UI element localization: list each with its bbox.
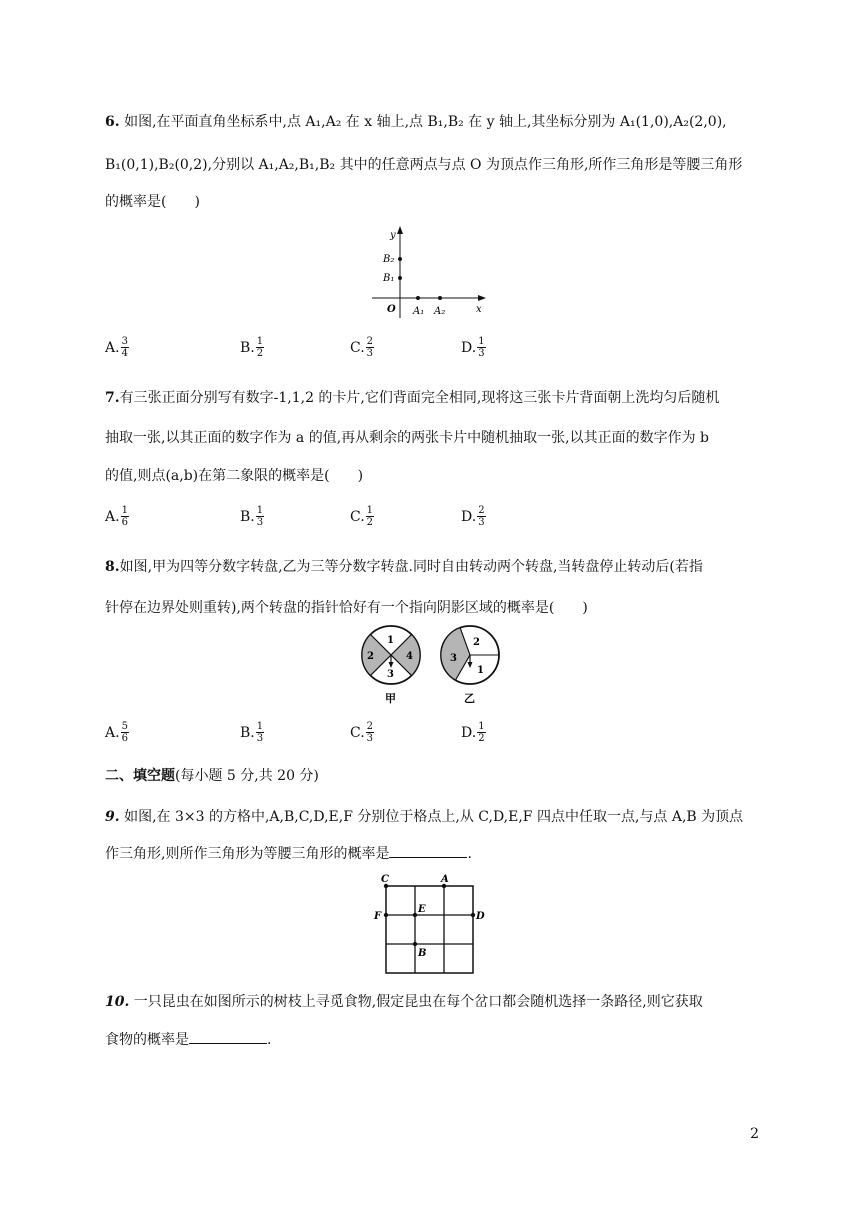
svg-text:3: 3 bbox=[450, 653, 457, 664]
q6-a1-label: A₁ bbox=[413, 306, 425, 317]
q6-b2-label: B₂ bbox=[383, 254, 395, 265]
q7-number: 7. bbox=[105, 390, 120, 406]
q9-point-d: D bbox=[476, 911, 485, 922]
q9-text-2: 作三角形,则所作三角形为等腰三角形的概率是 bbox=[105, 846, 390, 862]
section-title: 二、填空题 bbox=[105, 768, 175, 784]
q9-point-f: F bbox=[374, 911, 382, 922]
q7-option-a[interactable]: A. $\frac{1}{6}$ bbox=[105, 505, 128, 528]
q9-point-c: C bbox=[381, 874, 389, 885]
q9-point-a: A bbox=[441, 874, 449, 885]
section-heading bbox=[105, 766, 319, 786]
q9-line-1 bbox=[105, 807, 743, 827]
q6-b1-label: B₁ bbox=[383, 273, 395, 284]
q10-line-2: 食物的概率是 . bbox=[105, 1032, 272, 1048]
q8-text-1: 如图,甲为四等分数字转盘,乙为三等分数字转盘.同时自由转动两个转盘,当转盘停止转动后(若指 bbox=[119, 559, 703, 575]
jia-label: 甲 bbox=[385, 692, 396, 705]
svg-text:4: 4 bbox=[406, 651, 413, 662]
q6-option-b[interactable]: B. $\frac{1}{2}$ bbox=[240, 336, 264, 359]
svg-text:1: 1 bbox=[477, 665, 484, 676]
q7-option-c[interactable]: C. $\frac{1}{2}$ bbox=[350, 505, 374, 528]
q10-text-2: 食物的概率是 bbox=[105, 1032, 189, 1048]
q6-option-c[interactable]: C. $\frac{2}{3}$ bbox=[350, 336, 374, 359]
q8-number: 8. bbox=[105, 559, 120, 575]
q9-point-e: E bbox=[418, 904, 426, 915]
q6-a2-label: A₂ bbox=[434, 306, 446, 317]
q7-line-1 bbox=[105, 388, 719, 408]
q9-text-1: 如图,在 3×3 的方格中,A,B,C,D,E,F 分别位于格点上,从 C,D,E,F 四点中任取一点,与点 A,B 为顶点 bbox=[119, 809, 744, 825]
q9-number: 9. bbox=[105, 809, 120, 825]
q7-option-b[interactable]: B. $\frac{1}{3}$ bbox=[240, 505, 264, 528]
yi-spinner bbox=[441, 626, 499, 705]
q8-option-c[interactable]: C. $\frac{2}{3}$ bbox=[350, 721, 374, 744]
q6-y-label: y bbox=[390, 230, 396, 241]
q6-line-2: B₁(0,1),B₂(0,2),分别以 A₁,A₂,B₁,B₂ 其中的任意两点与点 O 为顶点作三角形,所作三角形是等腰三角形 bbox=[105, 157, 743, 173]
q8-option-b[interactable]: B. $\frac{1}{3}$ bbox=[240, 721, 264, 744]
q6-line-1 bbox=[105, 112, 727, 132]
q10-answer-blank[interactable] bbox=[189, 1031, 267, 1044]
q7-text-1: 有三张正面分别写有数字-1,1,2 的卡片,它们背面完全相同,现将这三张卡片背面朝上洗均匀后随机 bbox=[119, 390, 720, 406]
yi-label: 乙 bbox=[464, 692, 475, 705]
q6-option-a[interactable]: A. $\frac{3}{4}$ bbox=[105, 336, 128, 359]
q8-line-2: 针停在边界处则重转),两个转盘的指针恰好有一个指向阴影区域的概率是( ) bbox=[105, 600, 588, 616]
q9-line-2: 作三角形,则所作三角形为等腰三角形的概率是 . bbox=[105, 846, 472, 862]
q8-option-d[interactable]: D. $\frac{1}{2}$ bbox=[461, 721, 485, 744]
svg-text:3: 3 bbox=[387, 669, 394, 680]
q6-option-d[interactable]: D. $\frac{1}{3}$ bbox=[461, 336, 485, 359]
page-number: 2 bbox=[750, 1126, 759, 1142]
q6-text-1: 如图,在平面直角坐标系中,点 A₁,A₂ 在 x 轴上,点 B₁,B₂ 在 y 轴上,其坐标分别为 A₁(1,0),A₂(2,0), bbox=[119, 114, 727, 130]
q9-grid-figure bbox=[370, 870, 490, 976]
svg-text:2: 2 bbox=[367, 651, 374, 662]
q7-line-2: 抽取一张,以其正面的数字作为 a 的值,再从剩余的两张卡片中随机抽取一张,以其正面的数字作为 b bbox=[105, 430, 710, 446]
q10-line-1 bbox=[105, 992, 703, 1012]
q6-coordinate-figure bbox=[360, 222, 495, 322]
q6-x-label: x bbox=[476, 304, 482, 315]
q7-line-3: 的值,则点(a,b)在第二象限的概率是( ) bbox=[105, 468, 364, 484]
q10-text-1: 一只昆虫在如图所示的树枝上寻觅食物,假定昆虫在每个岔口都会随机选择一条路径,则它获取 bbox=[129, 994, 703, 1010]
q8-option-a[interactable]: A. $\frac{5}{6}$ bbox=[105, 721, 128, 744]
svg-text:2: 2 bbox=[473, 637, 480, 648]
q6-line-3: 的概率是( ) bbox=[105, 194, 200, 210]
q9-answer-blank[interactable] bbox=[389, 845, 467, 858]
section-note: (每小题 5 分,共 20 分) bbox=[175, 768, 319, 784]
q6-origin-label: O bbox=[387, 304, 396, 315]
svg-text:1: 1 bbox=[387, 635, 394, 646]
q6-number: 6. bbox=[105, 114, 120, 130]
jia-spinner bbox=[362, 626, 420, 705]
q9-point-b: B bbox=[418, 948, 427, 959]
q8-spinner-figure bbox=[358, 624, 506, 708]
q7-option-d[interactable]: D. $\frac{2}{3}$ bbox=[461, 505, 485, 528]
q8-line-1 bbox=[105, 557, 703, 577]
q10-number: 10. bbox=[105, 994, 130, 1010]
